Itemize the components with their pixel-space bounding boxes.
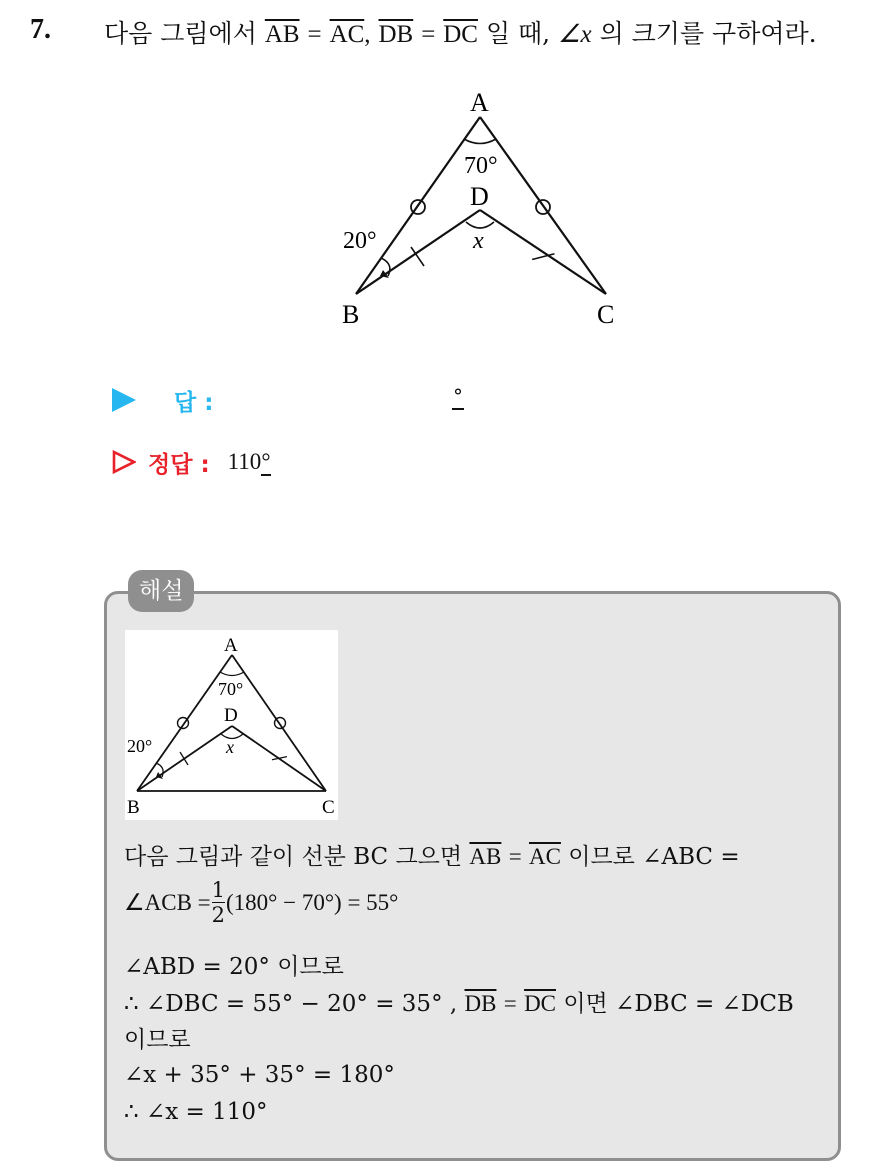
- answer-label: 답 :: [174, 389, 214, 416]
- exp-label-a: A: [224, 635, 238, 656]
- equals-sign: =: [307, 21, 322, 48]
- equals-sign: =: [508, 844, 522, 869]
- fraction-denominator: 2: [211, 903, 226, 927]
- segment-ac: $\overline{AC}$: [329, 21, 365, 48]
- fraction: [212, 878, 225, 927]
- angle-x: ∠x: [558, 21, 592, 48]
- exp-label-c: C: [322, 797, 335, 818]
- segment-dc: $\overline{DC}$: [524, 991, 557, 1016]
- explanation-line-4: [124, 985, 794, 1018]
- correct-value-unit: °: [261, 449, 271, 474]
- label-d: D: [470, 182, 489, 211]
- angle-a-label: 70°: [464, 153, 498, 179]
- question-text: [104, 14, 817, 50]
- correct-answer-row: [112, 442, 271, 482]
- question-text-part-1: 다음 그림에서: [104, 19, 257, 48]
- equals-sign: =: [503, 991, 517, 1016]
- explanation-line-2: [124, 878, 398, 927]
- explanation-line-5: 이므로: [124, 1027, 191, 1053]
- explanation-line-1: [124, 838, 740, 871]
- explanation-text: 이면 ∠DBC = ∠DCB: [563, 991, 794, 1017]
- segment-db: $\overline{DB}$: [378, 21, 414, 48]
- explanation-line-7: ∴ ∠x = 110°: [124, 1099, 268, 1125]
- explanation-line-6: ∠x + 35° + 35° = 180°: [124, 1062, 395, 1088]
- correct-answer-value: [228, 449, 271, 475]
- explanation-math: (180° − 70°) = 55°: [226, 889, 399, 915]
- question-text-part-2: 일 때,: [485, 19, 551, 48]
- correct-value-number: 110: [227, 449, 262, 474]
- explanation-text: 다음 그림과 같이 선분 BC 그으면: [124, 844, 463, 870]
- answer-blank[interactable]: [452, 384, 464, 408]
- explanation-text: 이므로 ∠ABC =: [568, 844, 740, 870]
- explanation-text: ∴ ∠DBC = 55° − 20° = 35° ,: [124, 991, 458, 1017]
- label-c: C: [597, 300, 615, 329]
- correct-answer-label: 정답 :: [148, 451, 210, 478]
- exp-label-d: D: [224, 705, 238, 726]
- segment-db: $\overline{DB}$: [464, 991, 497, 1016]
- explanation-line-3: ∠ABD = 20° 이므로: [124, 954, 344, 980]
- exp-label-b: B: [127, 797, 140, 818]
- answer-row: [112, 380, 213, 420]
- label-b: B: [342, 300, 360, 329]
- comma: ,: [364, 21, 371, 48]
- fraction-numerator: 1: [211, 878, 226, 902]
- play-triangle-icon: [112, 388, 136, 412]
- exp-angle-d-label: x: [226, 737, 234, 757]
- triangle-figure: [330, 86, 630, 336]
- angle-d-label: x: [473, 228, 484, 254]
- segment-ab: $\overline{AB}$: [469, 844, 502, 869]
- angle-b-label: 20°: [343, 228, 377, 254]
- question-number: 7.: [30, 14, 51, 45]
- exp-angle-a-label: 70°: [218, 679, 244, 699]
- outline-triangle-icon: [112, 450, 136, 474]
- segment-ab: $\overline{AB}$: [264, 21, 300, 48]
- segment-dc: $\overline{DC}$: [443, 21, 478, 48]
- label-a: A: [470, 88, 489, 117]
- explanation-tag: 해설: [128, 570, 194, 612]
- question-text-part-3: 의 크기를 구하여라.: [599, 19, 817, 48]
- segment-ac: $\overline{AC}$: [528, 844, 561, 869]
- explanation-figure: [125, 630, 338, 820]
- equals-sign: =: [421, 21, 436, 48]
- answer-unit: °: [453, 384, 463, 408]
- explanation-math: ∠ACB =: [124, 889, 211, 915]
- exp-angle-b-label: 20°: [127, 736, 153, 756]
